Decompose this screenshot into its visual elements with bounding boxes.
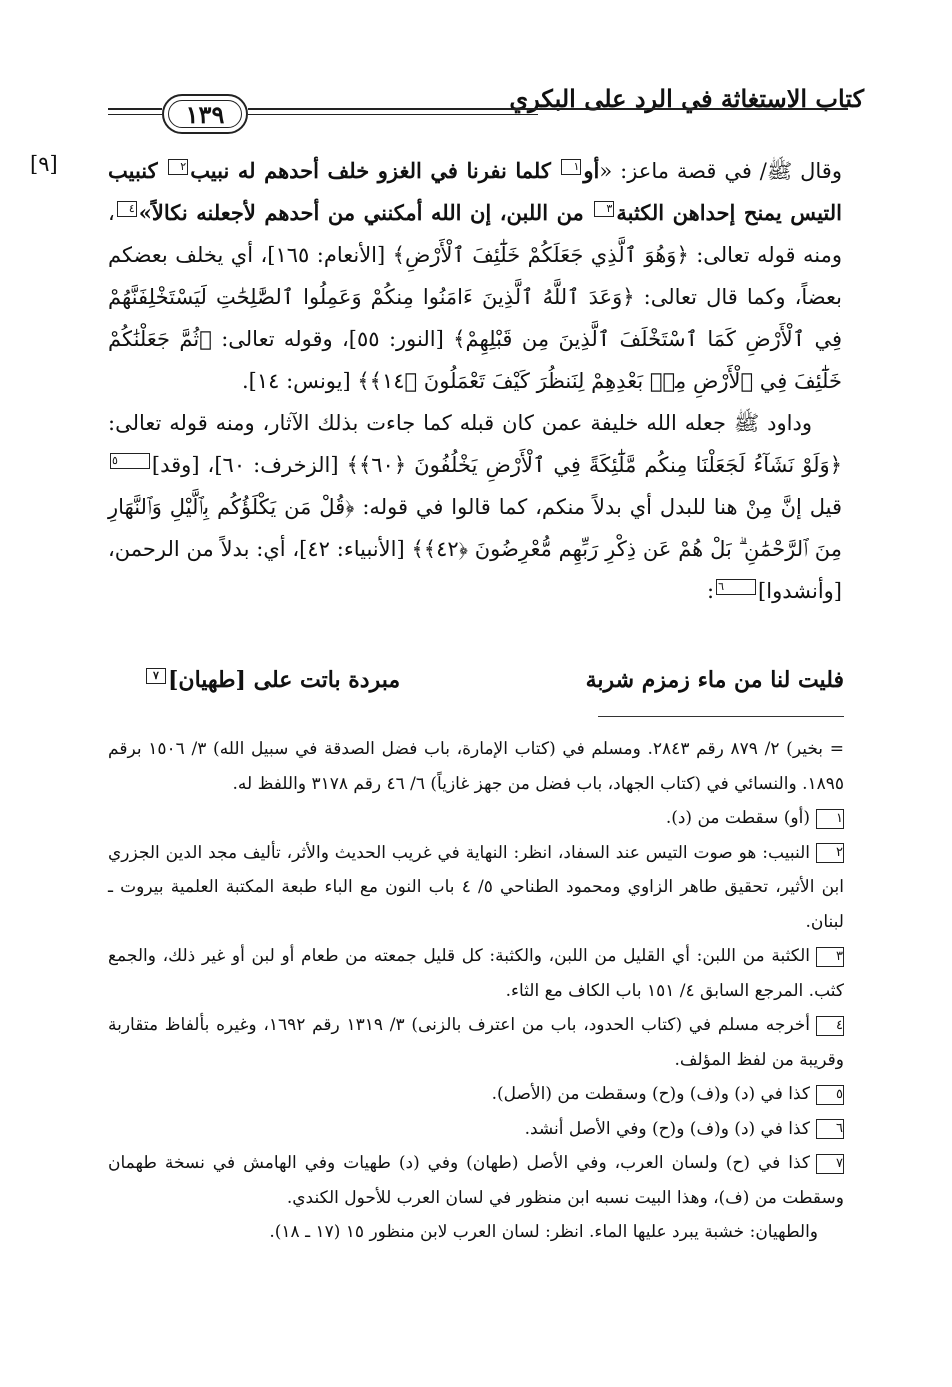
margin-paragraph-number: [٩]: [30, 152, 58, 176]
footnote-ref-5[interactable]: ٥: [110, 453, 150, 469]
header-rule-left-thin: [108, 114, 162, 115]
footnote-number-4: ٤: [816, 1016, 844, 1036]
p1-rest: ، ومنه قوله تعالى: ﴿وَهُوَ ٱلَّذِي جَعَلَكُمْ خَلَٰٓئِفَ ٱلْأَرْضِ﴾ [الأنعام: ١٦٥]، أي يخلف بعضكم بعضاً، وكما قال تعالى: ﴿وَعَدَ ٱللَّهُ ٱلَّذِينَ ءَامَنُوا مِنكُمْ وَعَمِلُوا ٱلصَّٰلِحَٰتِ لَيَسْتَخْلِفَنَّهُمْ فِي ٱلْأَرْضِ كَمَا ٱسْتَخْلَفَ ٱلَّذِينَ مِن قَبْلِهِمْ﴾ [النور: ٥٥]، وقوله تعالى: ﴿ثُمَّ جَعَلْنَٰكُمْ خَلَٰٓئِفَ فِي ٱلْأَرْضِ مِنۢ بَعْدِهِمْ لِنَنظُرَ كَيْفَ تَعْمَلُونَ ﴿١٤﴾﴾ [يونس: ١٤].: [108, 201, 843, 393]
paragraph-1: [108, 150, 842, 402]
footnote-number-2: ٢: [816, 843, 844, 863]
footnote-1: [108, 801, 844, 836]
hadith-text-a: أو: [583, 158, 600, 183]
footnote-ref-2[interactable]: ٢: [168, 159, 188, 175]
main-text: [108, 150, 842, 612]
hadith-text-b: كلما نفرنا في الغزو خلف أحدهم له نبيب: [190, 158, 560, 183]
footnote-ref-6[interactable]: ٦: [716, 579, 756, 595]
paragraph-2: [108, 402, 842, 612]
footnote-continuation: = بخير) ٢/ ٨٧٩ رقم ٢٨٤٣. ومسلم في (كتاب الإمارة، باب فضل الصدقة في سبيل الله) ٣/ ١٥٠٦ برقم ١٨٩٥. والنسائي في (كتاب الجهاد، باب فضل من جهز غازياً) ٦/ ٤٦ رقم ٣١٧٨ واللفظ له.: [108, 739, 844, 794]
poem-verse: [144, 660, 844, 700]
footnote-6: [108, 1112, 844, 1147]
footnote-number-5: ٥: [816, 1085, 844, 1105]
footnote-7-continued: والطهيان: خشبة يبرد عليها الماء. انظر: لسان العرب لابن منظور ١٥ (١٧ ـ ١٨).: [269, 1222, 818, 1242]
footnote-number-7: ٧: [816, 1154, 844, 1174]
running-header-title: كتاب الاستغاثة في الرد على البكري: [509, 84, 864, 113]
footnote-5: [108, 1077, 844, 1112]
footnote-text-5: كذا في (د) و(ف) و(ح) وسقطت من (الأصل).: [491, 1084, 810, 1104]
footnote-text-2: النبيب: هو صوت التيس عند السفاد، انظر: النهاية في غريب الحديث والأثر، تأليف مجد الدين الجزري ابن الأثير، تحقيق طاهر الزاوي ومحمود الطناحي ٥/ ٤ باب النون مع الباء طبعة المكتبة العلمية بيروت ـ لبنان.: [108, 842, 844, 932]
p1-intro: وقال ﷺ/ في قصة ماعز: «: [599, 159, 842, 183]
p2-text-c: :: [707, 579, 715, 603]
header-rule-right: [248, 108, 848, 110]
footnote-text-6: كذا في (د) و(ف) و(ح) وفي الأصل أنشد.: [524, 1118, 810, 1139]
footnote-separator: [598, 716, 844, 717]
poem-hemistich-2-wrap: [144, 660, 400, 700]
page-number: ١٣٩: [185, 99, 225, 129]
poem-hemistich-1: فليت لنا من ماء زمزم شربة: [585, 667, 844, 693]
header-rule-right-thin: [248, 114, 538, 115]
header-rule-left: [108, 108, 162, 110]
footnote-2: [108, 836, 844, 940]
p2-text-b: قيل إنَّ مِنْ هنا للبدل أي بدلاً منكم، كما قالوا في قوله: ﴿قُلْ مَن يَكْلَؤُكُم بِٱلَّيْلِ وَٱلنَّهَارِ مِنَ ٱلرَّحْمَٰنِ ۗ بَلْ هُمْ عَن ذِكْرِ رَبِّهِم مُّعْرِضُونَ ﴿٤٢﴾﴾ [الأنبياء: ٤٢]، أي: بدلاً من الرحمن، [وأنشدوا]: [108, 495, 842, 603]
footnote-text-4: أخرجه مسلم في (كتاب الحدود، باب من اعترف بالزنى) ٣/ ١٣١٩ رقم ١٦٩٢، وغيره بألفاظ متقاربة وقريبة من لفظ المؤلف.: [108, 1015, 844, 1070]
footnote-text-3: الكثبة من اللبن: أي القليل من اللبن، والكثبة: كل قليل جمعته من طعام أو لبن أو غير ذلك، والجمع كثب. المرجع السابق ٤/ ١٥١ باب الكاف مع الثاء.: [108, 946, 844, 1001]
footnote-ref-7[interactable]: ٧: [146, 668, 166, 684]
footnote-7: [108, 1146, 844, 1215]
page-number-badge: [162, 94, 248, 134]
footnote-text-1: (أو) سقطت من (د).: [665, 808, 810, 828]
footnotes: [108, 732, 844, 1250]
footnote-ref-4[interactable]: ٤: [117, 201, 137, 217]
footnote-number-1: ١: [816, 809, 844, 829]
hadith-text-d: من اللبن، إن الله أمكنني من أحدهم لأجعلنه نكالاً»: [138, 200, 593, 225]
footnote-number-3: ٣: [816, 947, 844, 967]
footnote-4: [108, 1008, 844, 1077]
footnote-3: [108, 939, 844, 1008]
footnote-ref-3[interactable]: ٣: [594, 201, 614, 217]
p2-text-a: وداود ﷺ جعله الله خليفة عمن كان قبله كما جاءت بذلك الآثار، ومنه قوله تعالى: ﴿وَلَوْ نَشَآءُ لَجَعَلْنَا مِنكُم مَّلَٰٓئِكَةً فِي ٱلْأَرْضِ يَخْلُفُونَ ﴿٦٠﴾﴾ [الزخرف: ٦٠]، [وقد]: [108, 411, 842, 477]
footnote-number-6: ٦: [816, 1119, 844, 1139]
poem-hemistich-2: مبردة باتت على [طهيان]: [168, 667, 401, 693]
footnote-ref-1[interactable]: ١: [561, 159, 581, 175]
footnote-text-7: كذا في (ح) ولسان العرب، وفي الأصل (طهان) وفي (د) طهيات وفي الهامش في نسخة طهمان وسقطت من (ف)، وهذا البيت نسبه ابن منظور في لسان العرب للأحول الكندي.: [108, 1153, 844, 1208]
hadith-text-c: كنبيب التيس يمنح إحداهن الكثبة: [108, 158, 842, 225]
